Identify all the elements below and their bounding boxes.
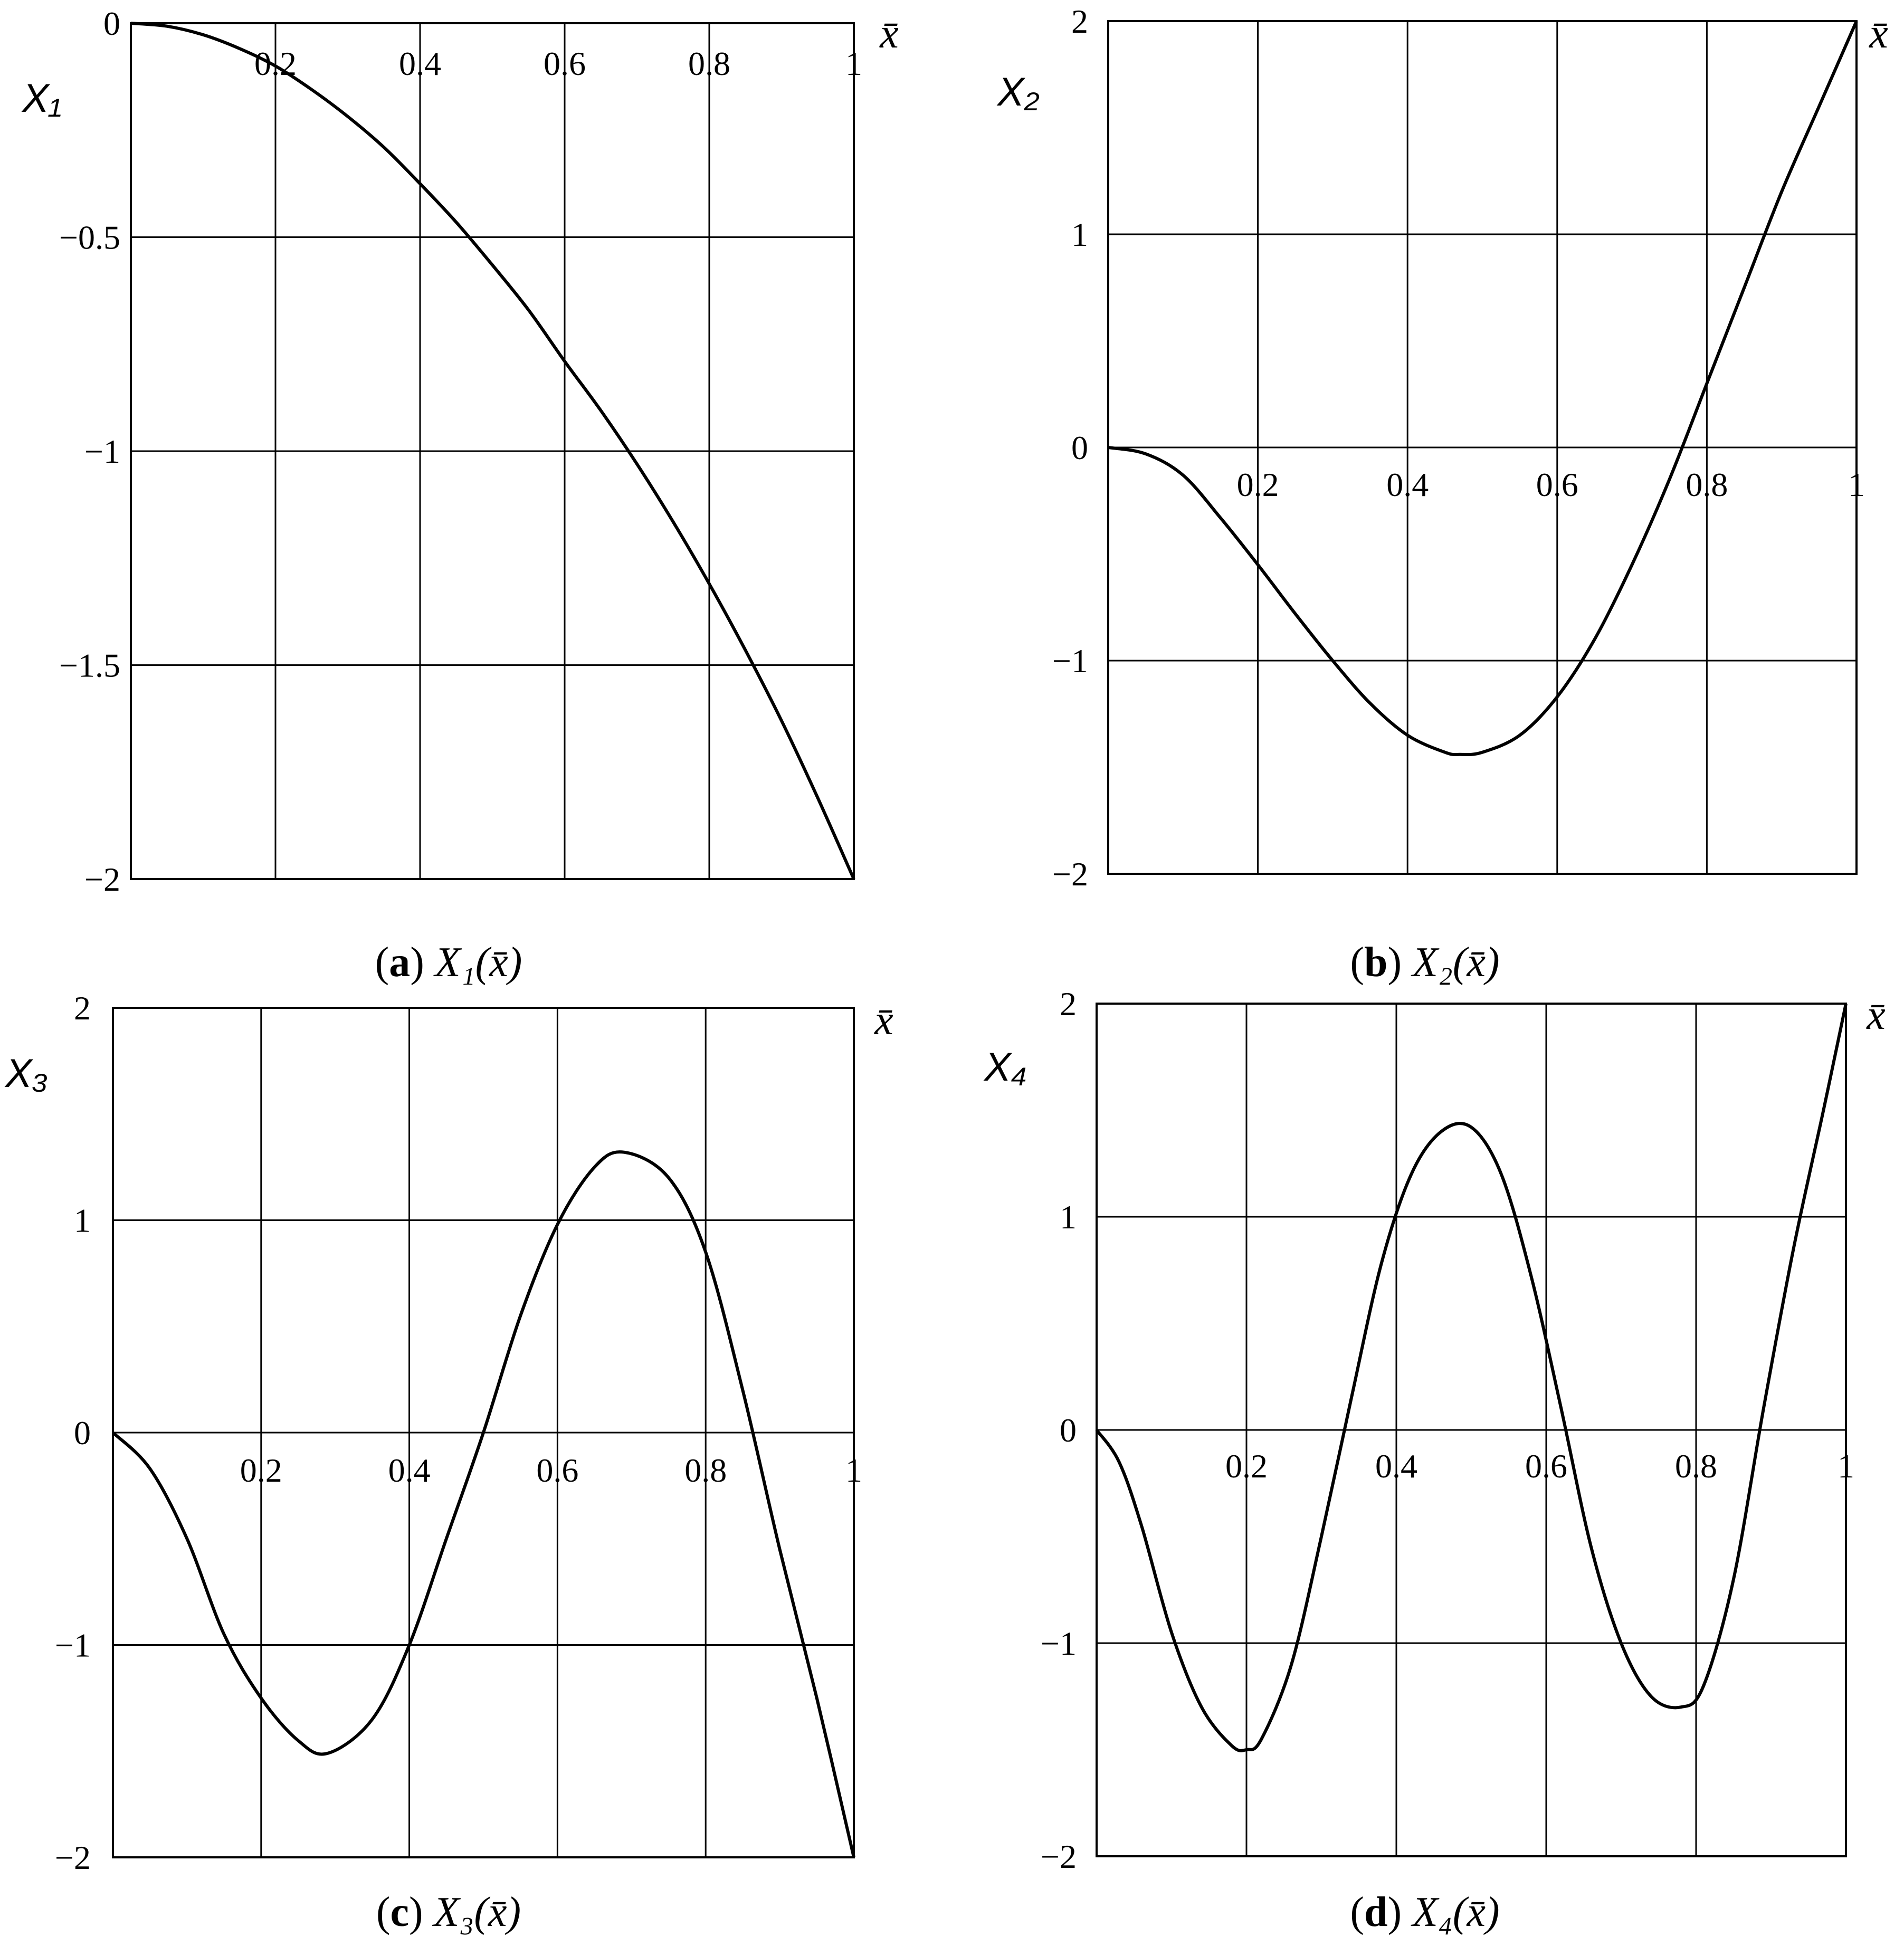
x-tick-label: 0.6 <box>1525 1447 1567 1485</box>
y-axis-label: X₄ <box>984 1045 1027 1090</box>
x-tick-label: 0.8 <box>1686 466 1728 503</box>
x-axis-label: x̄ <box>1869 11 1888 57</box>
panel-caption: (b) X₂(x̄) <box>1350 939 1500 986</box>
y-tick-label: 0 <box>74 1414 91 1452</box>
y-tick-label: 0 <box>1060 1411 1077 1449</box>
y-tick-label: 0 <box>103 5 120 42</box>
y-tick-label: 1 <box>74 1201 91 1239</box>
x-tick-label: 1 <box>845 1452 862 1489</box>
x-tick-label: 0.6 <box>1536 466 1578 503</box>
x-tick-label: 0.4 <box>1375 1447 1417 1485</box>
series-curve <box>113 1152 854 1857</box>
y-axis-label: X₃ <box>5 1051 48 1096</box>
y-tick-label: −1 <box>54 1626 91 1664</box>
x-axis-label: x̄ <box>1867 992 1886 1038</box>
y-tick-label: −1.5 <box>59 646 120 684</box>
y-tick-label: −2 <box>54 1839 91 1876</box>
y-tick-label: −1 <box>1040 1625 1077 1662</box>
y-tick-label: 1 <box>1060 1198 1077 1236</box>
chart-panel-b <box>996 3 1888 986</box>
y-tick-label: 0 <box>1071 429 1088 466</box>
y-tick-label: −0.5 <box>59 218 120 256</box>
y-tick-label: 2 <box>1071 3 1088 40</box>
x-tick-label: 0.4 <box>399 45 441 82</box>
y-tick-label: 1 <box>1071 216 1088 253</box>
x-tick-label: 0.2 <box>254 45 297 82</box>
y-tick-label: 2 <box>74 989 91 1027</box>
panel-caption: (d) X₄(x̄) <box>1350 1889 1500 1935</box>
x-tick-label: 0.4 <box>388 1452 431 1489</box>
y-tick-label: −2 <box>1052 855 1088 893</box>
series-curve <box>1108 21 1857 755</box>
x-tick-label: 0.2 <box>1236 466 1279 503</box>
y-tick-label: −2 <box>84 861 120 898</box>
x-tick-label: 0.8 <box>684 1452 727 1489</box>
panel-caption: (c) X₃(x̄) <box>376 1889 521 1935</box>
x-tick-label: 1 <box>1838 1447 1854 1485</box>
y-tick-label: −2 <box>1040 1838 1077 1875</box>
chart-panel-d <box>983 985 1886 1935</box>
panel-caption: (a) X₁(x̄) <box>375 939 522 986</box>
series-curve <box>1097 1004 1846 1751</box>
chart-panel-a <box>21 5 899 986</box>
x-tick-label: 1 <box>845 45 862 82</box>
x-tick-label: 0.8 <box>1675 1447 1717 1485</box>
y-tick-label: −1 <box>1052 642 1088 680</box>
y-axis-label: X₂ <box>997 70 1040 115</box>
x-tick-label: 0.8 <box>688 45 730 82</box>
x-tick-label: 1 <box>1848 466 1865 503</box>
x-tick-label: 0.2 <box>240 1452 282 1489</box>
chart-panel-c <box>4 989 893 1935</box>
y-tick-label: −1 <box>84 433 120 470</box>
x-tick-label: 0.6 <box>544 45 586 82</box>
x-axis-label: x̄ <box>880 11 899 57</box>
x-tick-label: 0.6 <box>536 1452 579 1489</box>
y-axis-label: X₁ <box>22 76 62 121</box>
x-tick-label: 0.4 <box>1386 466 1429 503</box>
x-tick-label: 0.2 <box>1225 1447 1268 1485</box>
y-tick-label: 2 <box>1060 985 1077 1023</box>
x-axis-label: x̄ <box>874 997 893 1044</box>
